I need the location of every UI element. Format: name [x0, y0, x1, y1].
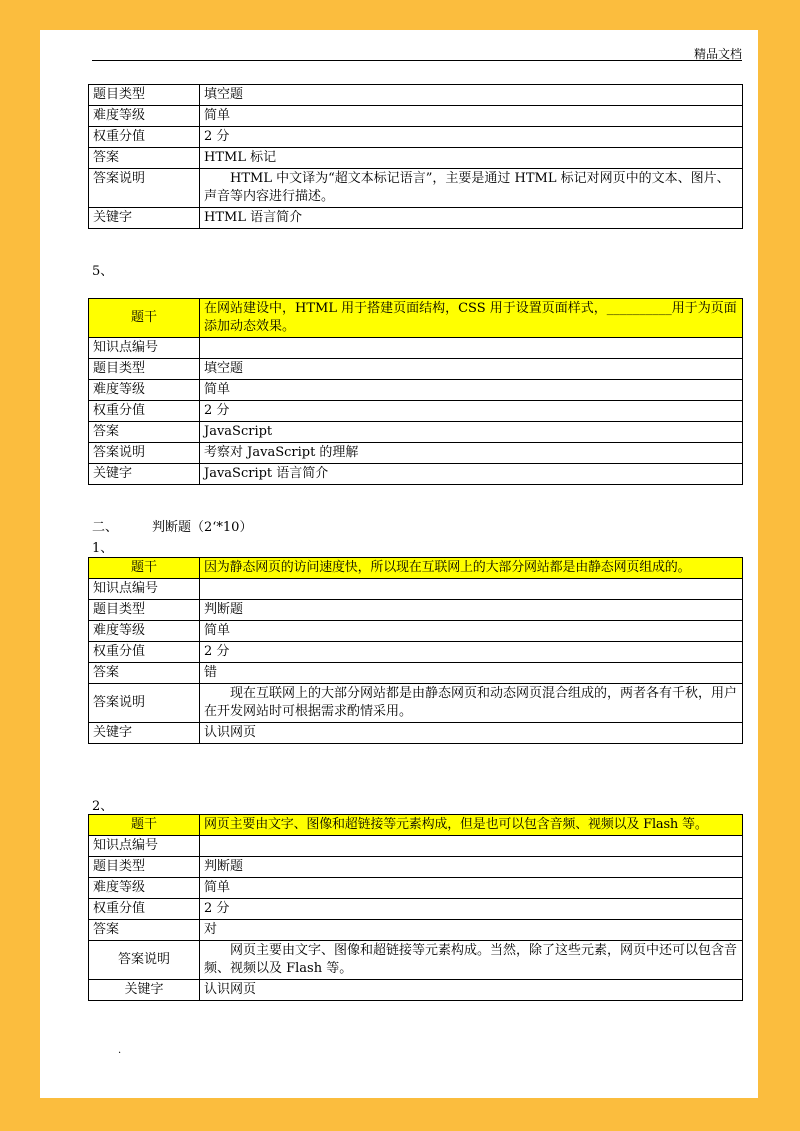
table-row: [89, 815, 743, 836]
row-value: 2 分: [200, 899, 743, 920]
row-key: 题干: [89, 558, 200, 579]
margin-tab: [760, 570, 800, 630]
table-row: [89, 980, 743, 1001]
row-value: HTML 中文译为“超文本标记语言”，主要是通过 HTML 标记对网页中的文本、图片、声音等内容进行描述。: [200, 169, 743, 208]
question-table-5: [88, 298, 743, 485]
row-value: 在网站建设中，HTML 用于搭建页面结构，CSS 用于设置页面样式，__________用于为页面添加动态效果。: [200, 299, 743, 338]
margin-tab: [760, 764, 800, 824]
row-value: [200, 836, 743, 857]
row-key: 难度等级: [89, 380, 200, 401]
row-value: 错: [200, 663, 743, 684]
row-value: 判断题: [200, 600, 743, 621]
table-row: [89, 359, 743, 380]
row-value: 网页主要由文字、图像和超链接等元素构成。当然，除了这些元素，网页中还可以包含音频、视频以及 Flash 等。: [200, 941, 743, 980]
question-number: 1、: [92, 541, 114, 556]
table-row: [89, 642, 743, 663]
question-table-j2: [88, 814, 743, 1001]
header-label: 精品文档: [693, 47, 742, 61]
row-key: 答案: [89, 422, 200, 443]
table-row: [89, 836, 743, 857]
row-key: 知识点编号: [89, 836, 200, 857]
table-row: [89, 85, 743, 106]
question-table-j1: [88, 557, 743, 744]
row-value: 简单: [200, 380, 743, 401]
table-row: [89, 443, 743, 464]
table-row: [89, 600, 743, 621]
table-row: [89, 579, 743, 600]
row-value: 2 分: [200, 642, 743, 663]
row-key: 答案: [89, 920, 200, 941]
table-row: [89, 148, 743, 169]
margin-tab: [0, 369, 40, 429]
margin-tab: [760, 279, 800, 339]
margin-tab: [760, 85, 800, 145]
row-value: 网页主要由文字、图像和超链接等元素构成，但是也可以包含音频、视频以及 Flash 等。: [200, 815, 743, 836]
row-key: 答案: [89, 663, 200, 684]
row-value: 对: [200, 920, 743, 941]
row-value: [200, 338, 743, 359]
row-value: 简单: [200, 621, 743, 642]
row-value: 填空题: [200, 359, 743, 380]
row-value: 考察对 JavaScript 的理解: [200, 443, 743, 464]
row-key: 题目类型: [89, 857, 200, 878]
row-value: JavaScript: [200, 422, 743, 443]
row-key: 题目类型: [89, 359, 200, 380]
row-key: 权重分值: [89, 899, 200, 920]
row-value: HTML 标记: [200, 148, 743, 169]
row-key: 题目类型: [89, 85, 200, 106]
margin-tab: [760, 182, 800, 242]
table-row: [89, 106, 743, 127]
row-key: 答案说明: [89, 443, 200, 464]
margin-tab: [760, 376, 800, 436]
row-key: 关键字: [89, 980, 200, 1001]
header-rule: [92, 60, 742, 61]
table-row: [89, 338, 743, 359]
table-row: [89, 878, 743, 899]
row-key: 答案说明: [89, 941, 200, 980]
margin-tab: [0, 175, 40, 235]
section-number: 二、: [92, 520, 119, 535]
table-row: [89, 723, 743, 744]
row-key: 难度等级: [89, 106, 200, 127]
row-key: 关键字: [89, 464, 200, 485]
row-key: 答案: [89, 148, 200, 169]
section-title: 判断题（2‘*10）: [152, 520, 253, 535]
row-value: 简单: [200, 878, 743, 899]
row-value: 认识网页: [200, 980, 743, 1001]
margin-tab: [0, 563, 40, 623]
margin-tab: [0, 854, 40, 914]
margin-tab: [0, 272, 40, 332]
margin-tab: [760, 473, 800, 533]
row-key: 权重分值: [89, 401, 200, 422]
margin-tab: [760, 667, 800, 727]
row-key: 答案说明: [89, 684, 200, 723]
table-row: [89, 941, 743, 980]
row-key: 难度等级: [89, 621, 200, 642]
table-row: [89, 169, 743, 208]
table-row: [89, 208, 743, 229]
margin-tab: [0, 660, 40, 720]
row-value: 认识网页: [200, 723, 743, 744]
row-key: 难度等级: [89, 878, 200, 899]
row-key: 知识点编号: [89, 579, 200, 600]
table-row: [89, 899, 743, 920]
row-value: 2 分: [200, 401, 743, 422]
margin-tab: [0, 757, 40, 817]
table-row: [89, 422, 743, 443]
row-key: 题干: [89, 299, 200, 338]
row-value: [200, 579, 743, 600]
table-row: [89, 558, 743, 579]
margin-tab: [760, 861, 800, 921]
row-key: 关键字: [89, 723, 200, 744]
question-table-1: [88, 84, 743, 229]
margin-tab: [760, 958, 800, 1018]
row-value: 2 分: [200, 127, 743, 148]
margin-tab: [0, 951, 40, 1011]
row-key: 题目类型: [89, 600, 200, 621]
row-value: 现在互联网上的大部分网站都是由静态网页和动态网页混合组成的，两者各有千秋，用户在开发网站时可根据需求酌情采用。: [200, 684, 743, 723]
row-key: 权重分值: [89, 642, 200, 663]
table-row: [89, 663, 743, 684]
row-key: 权重分值: [89, 127, 200, 148]
row-value: 简单: [200, 106, 743, 127]
table-row: [89, 380, 743, 401]
row-value: JavaScript 语言简介: [200, 464, 743, 485]
row-value: HTML 语言简介: [200, 208, 743, 229]
row-value: 填空题: [200, 85, 743, 106]
row-key: 答案说明: [89, 169, 200, 208]
row-key: 题干: [89, 815, 200, 836]
table-row: [89, 920, 743, 941]
row-key: 知识点编号: [89, 338, 200, 359]
question-number: 2、: [92, 799, 114, 814]
table-row: [89, 684, 743, 723]
question-number: 5、: [92, 264, 114, 279]
row-value: 因为静态网页的访问速度快，所以现在互联网上的大部分网站都是由静态网页组成的。: [200, 558, 743, 579]
footer-dot: .: [118, 1045, 122, 1056]
table-row: [89, 621, 743, 642]
row-value: 判断题: [200, 857, 743, 878]
margin-tab: [0, 78, 40, 138]
table-row: [89, 127, 743, 148]
table-row: [89, 464, 743, 485]
table-row: [89, 857, 743, 878]
table-row: [89, 401, 743, 422]
row-key: 关键字: [89, 208, 200, 229]
table-row: [89, 299, 743, 338]
margin-tab: [0, 466, 40, 526]
